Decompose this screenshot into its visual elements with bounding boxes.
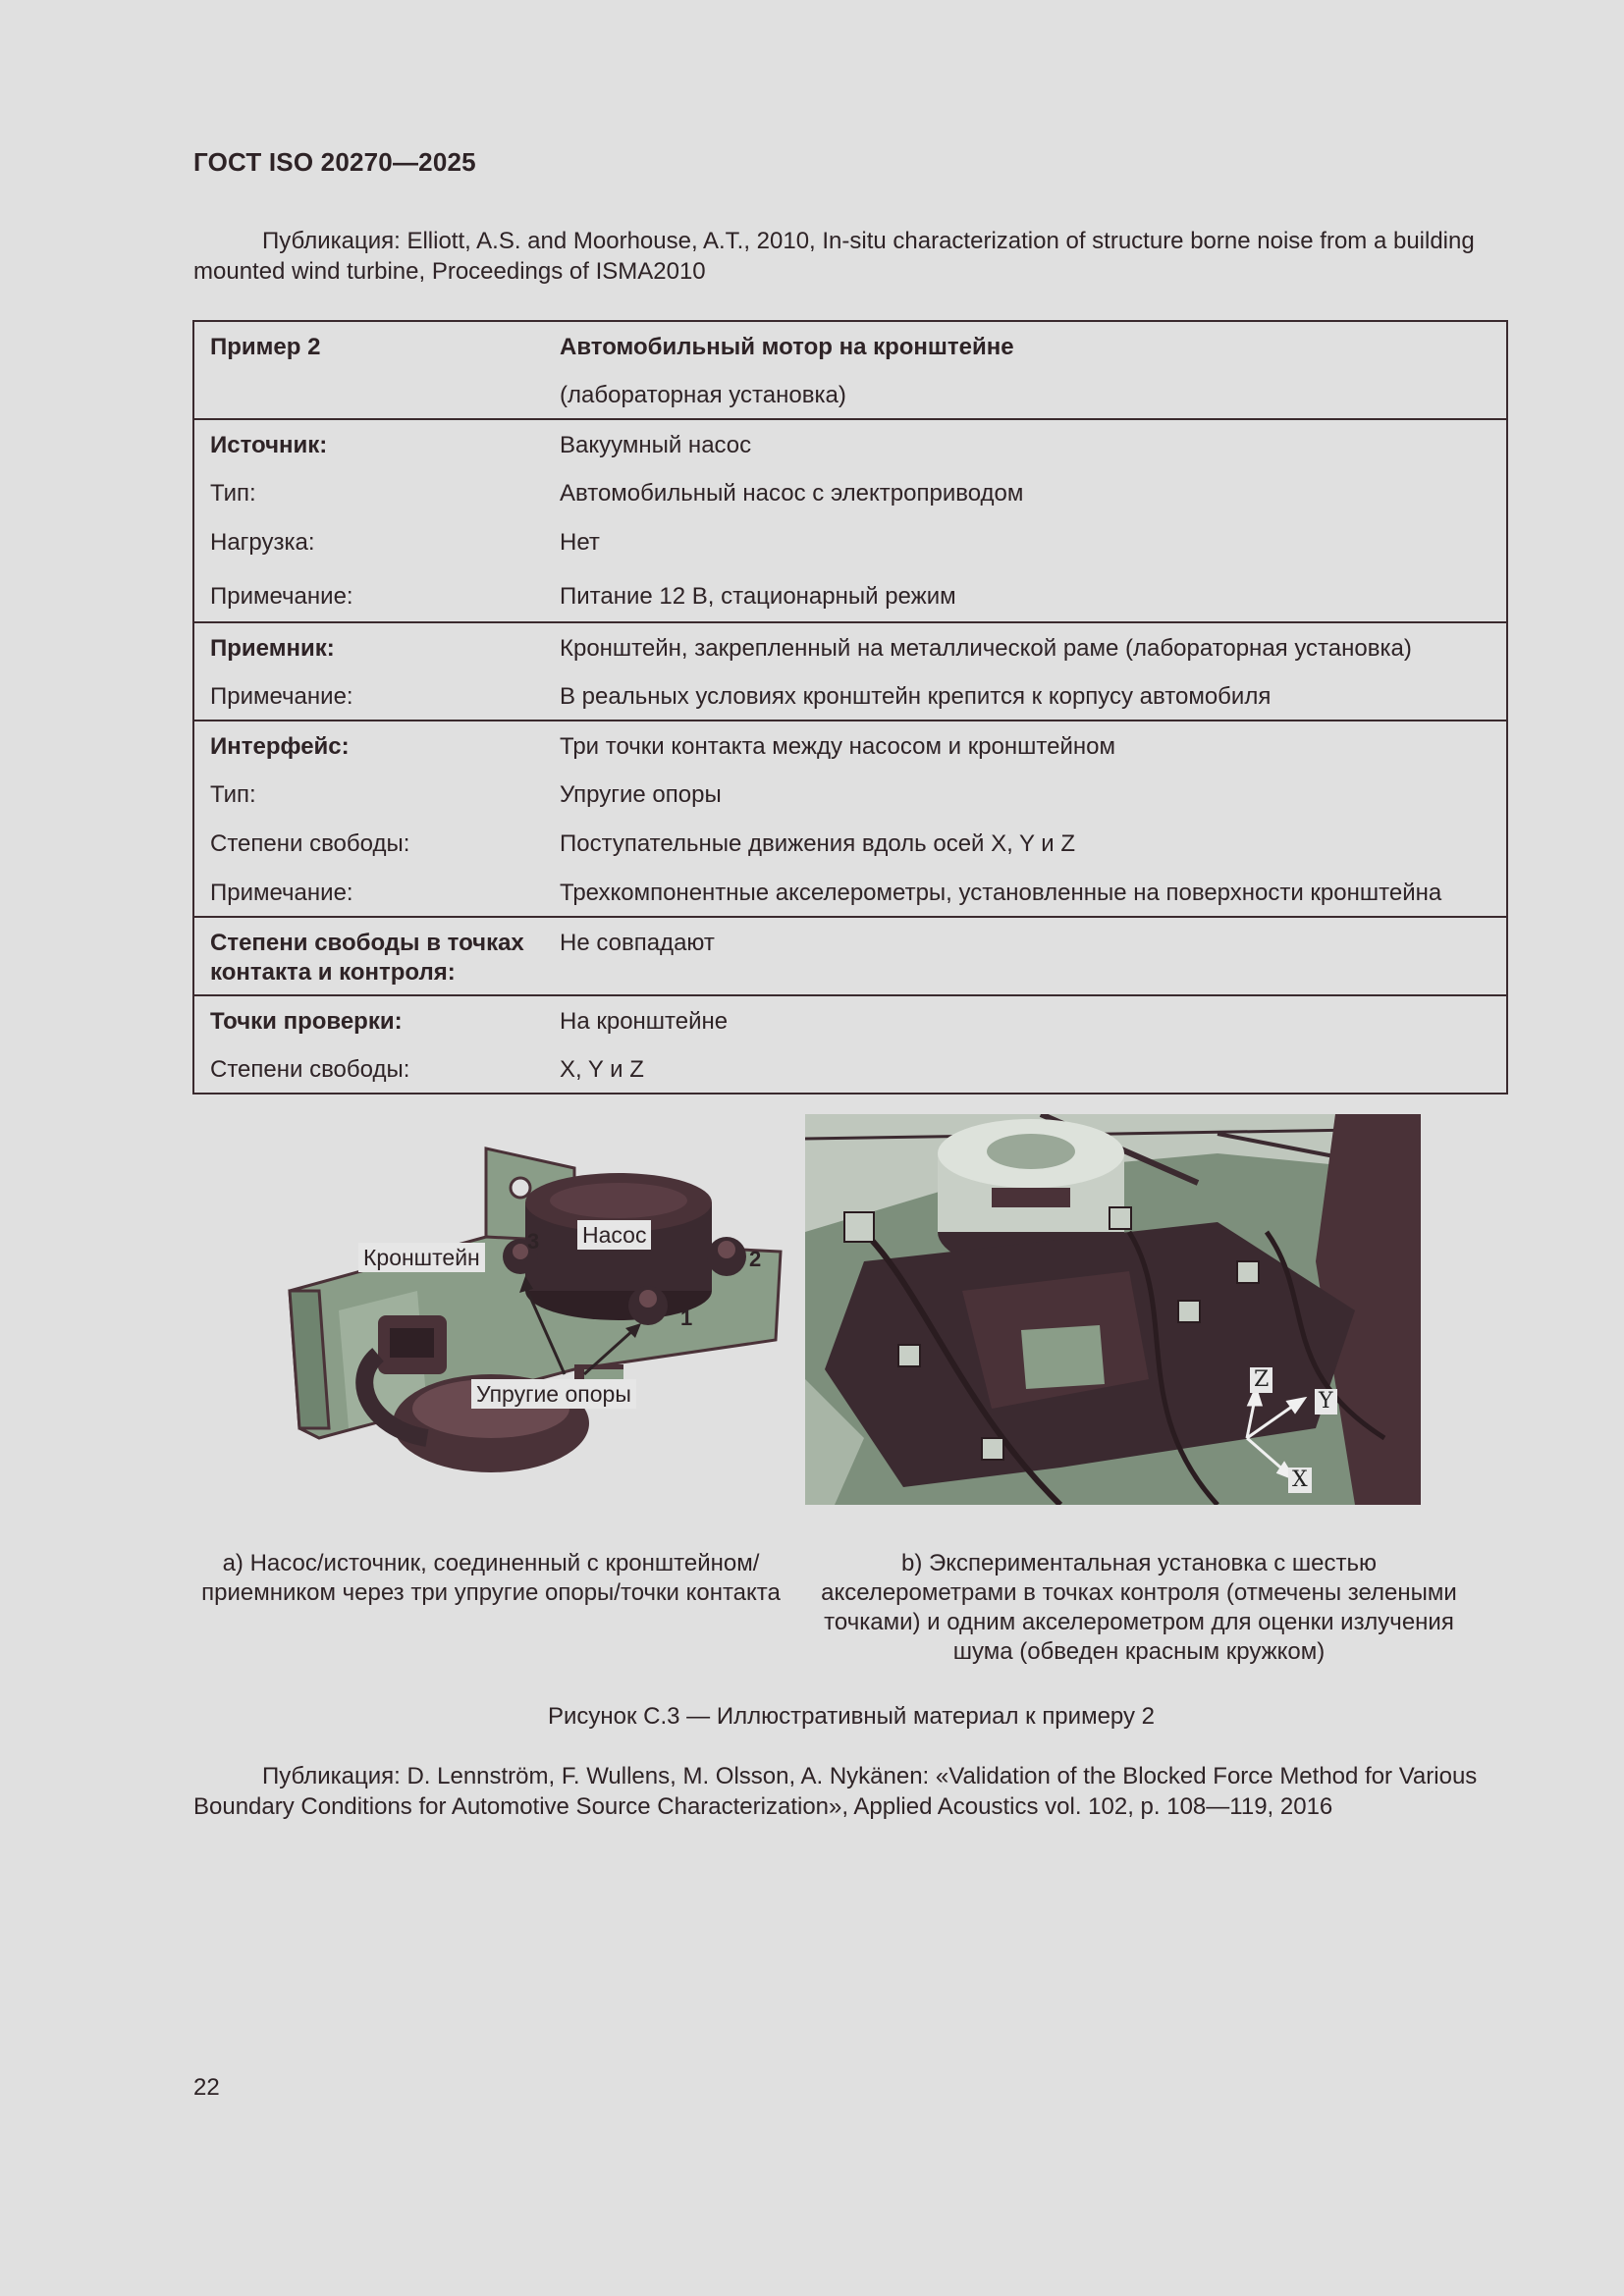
table-row bbox=[193, 468, 1507, 517]
row-value: Автомобильный насос с электроприводом bbox=[560, 480, 1024, 507]
publication-reference-2: Публикация: D. Lennström, F. Wullens, M. Olsson, A. Nykänen: «Validation of the Blocked Force Method for Various Boundary Conditions for Automotive Source Characterization», Applied Acoustics vol. 102, p. 108—119, 2016 bbox=[193, 1763, 1478, 1820]
row-label: Пример 2 bbox=[210, 334, 321, 360]
row-label: Степени свободы: bbox=[210, 1056, 410, 1083]
row-label: Точки проверки: bbox=[210, 1008, 403, 1035]
row-value: В реальных условиях кронштейн крепится к корпусу автомобиля bbox=[560, 683, 1272, 710]
table-group-check-points bbox=[193, 995, 1507, 1094]
row-value: X, Y и Z bbox=[560, 1056, 644, 1083]
table-group-source bbox=[193, 419, 1507, 622]
row-value: Трехкомпонентные акселерометры, установленные на поверхности кронштейна bbox=[560, 880, 1442, 906]
mount-number-1: 1 bbox=[680, 1306, 693, 1330]
table-row bbox=[193, 419, 1507, 468]
row-label: Тип: bbox=[210, 781, 256, 808]
label-pump: Насос bbox=[577, 1220, 651, 1250]
figure-pump-on-bracket bbox=[280, 1144, 790, 1477]
table-row bbox=[193, 770, 1507, 819]
pump-bracket-illustration bbox=[280, 1144, 790, 1477]
row-label: Примечание: bbox=[210, 880, 353, 906]
row-value: Упругие опоры bbox=[560, 781, 722, 808]
table-row bbox=[193, 721, 1507, 770]
figure-b-caption: b) Экспериментальная установка с шестью акселерометрами в точках контроля (отмечены зелеными точками) и одним акселерометром для оценки излучения шума (обведен красным кружком) bbox=[821, 1550, 1457, 1665]
table-row bbox=[193, 370, 1507, 419]
row-value: Нет bbox=[560, 529, 600, 556]
row-label: Приемник: bbox=[210, 635, 335, 662]
table-group-dof-match bbox=[193, 917, 1507, 995]
axis-label-z: Z bbox=[1250, 1367, 1272, 1393]
figure-a-caption: a) Насос/источник, соединенный с кронштейном/приемником через три упругие опоры/точки контакта bbox=[201, 1550, 781, 1606]
table-row bbox=[193, 517, 1507, 566]
row-value: Питание 12 В, стационарный режим bbox=[560, 583, 956, 610]
row-label: Степени свободы в точках контакта и контроля: bbox=[210, 930, 524, 986]
table-group-example bbox=[193, 321, 1507, 419]
row-value: Вакуумный насос bbox=[560, 432, 752, 458]
row-label: Примечание: bbox=[210, 683, 353, 710]
label-bracket: Кронштейн bbox=[358, 1243, 485, 1272]
row-label: Тип: bbox=[210, 480, 256, 507]
row-value: Не совпадают bbox=[560, 930, 715, 956]
label-elastic-mounts: Упругие опоры bbox=[471, 1379, 636, 1409]
row-value: Поступательные движения вдоль осей X, Y и Z bbox=[560, 830, 1075, 857]
publication-reference-1: Публикация: Elliott, A.S. and Moorhouse, A.T., 2010, In-situ characterization of structure borne noise from a building mounted wind turbine, Proceedings of ISMA2010 bbox=[193, 228, 1475, 285]
row-value: (лабораторная установка) bbox=[560, 382, 846, 408]
row-value: Автомобильный мотор на кронштейне bbox=[560, 334, 1014, 360]
document-code: ГОСТ ISO 20270—2025 bbox=[193, 147, 476, 177]
axis-label-y: Y bbox=[1315, 1389, 1337, 1415]
example-spec-table bbox=[192, 320, 1508, 1095]
figure-title: Рисунок С.3 — Иллюстративный материал к примеру 2 bbox=[547, 1703, 1156, 1730]
table-row bbox=[193, 819, 1507, 868]
table-row bbox=[193, 671, 1507, 721]
mount-number-3: 3 bbox=[527, 1229, 540, 1254]
table-row bbox=[193, 1044, 1507, 1094]
table-row bbox=[193, 566, 1507, 622]
table-row bbox=[193, 995, 1507, 1044]
table-row bbox=[193, 321, 1507, 370]
row-label: Нагрузка: bbox=[210, 529, 315, 556]
page-number: 22 bbox=[193, 2074, 220, 2101]
row-label: Примечание: bbox=[210, 583, 353, 610]
setup-photo bbox=[805, 1114, 1421, 1505]
table-row bbox=[193, 917, 1507, 995]
table-row bbox=[193, 622, 1507, 671]
row-label bbox=[193, 370, 544, 419]
row-value: Три точки контакта между насосом и кронштейном bbox=[560, 733, 1115, 760]
table-row bbox=[193, 868, 1507, 917]
row-label: Степени свободы: bbox=[210, 830, 410, 857]
figure-experimental-setup bbox=[805, 1114, 1421, 1505]
axis-label-x: X bbox=[1288, 1468, 1312, 1493]
row-label: Интерфейс: bbox=[210, 733, 350, 760]
row-label: Источник: bbox=[210, 432, 328, 458]
table-group-receiver bbox=[193, 622, 1507, 721]
table-group-interface bbox=[193, 721, 1507, 917]
mount-number-2: 2 bbox=[749, 1247, 762, 1271]
row-value: На кронштейне bbox=[560, 1008, 729, 1035]
row-value: Кронштейн, закрепленный на металлической раме (лабораторная установка) bbox=[560, 635, 1412, 662]
